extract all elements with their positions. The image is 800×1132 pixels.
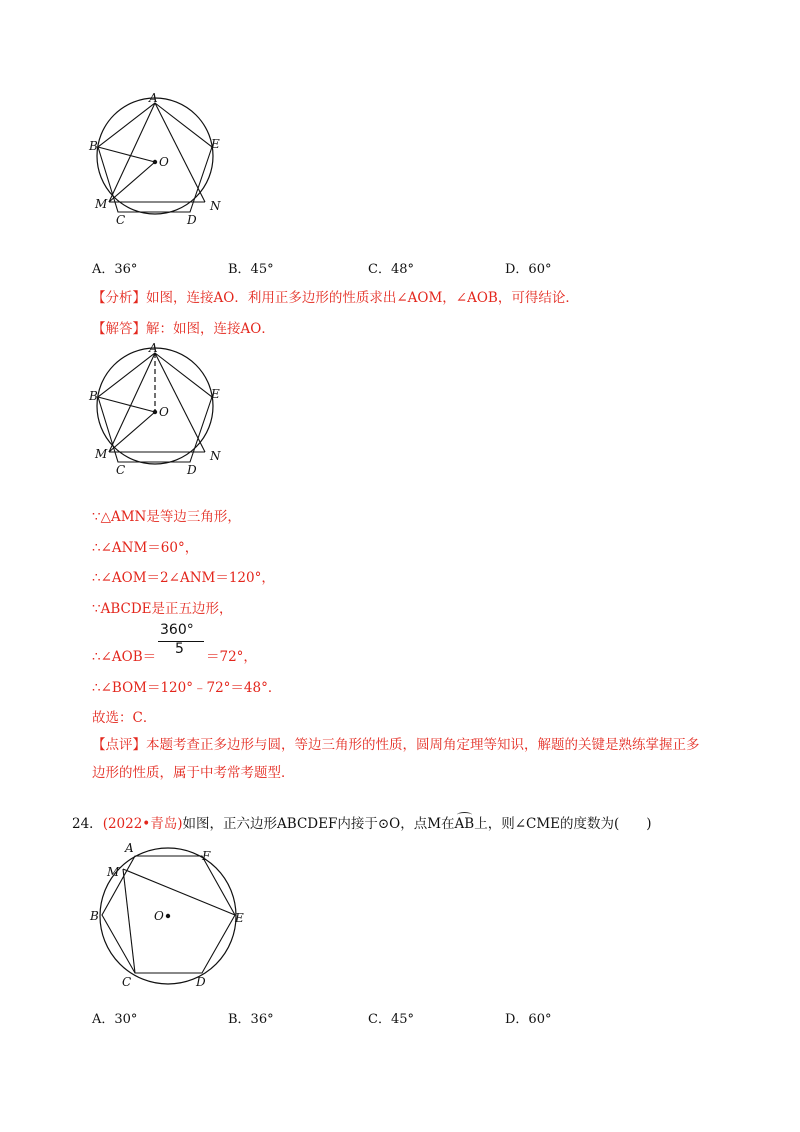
label-N: N	[210, 449, 221, 463]
question-source: (2022•青岛)	[102, 816, 183, 832]
question-number: 24．	[72, 816, 103, 832]
label-N: N	[210, 199, 221, 213]
analysis-text: 如图，连接AO．利用正多边形的性质求出∠AOM，∠AOB，可得结论．	[146, 290, 579, 306]
step-last: ∴∠BOM＝120°﹣72°＝48°．	[92, 680, 282, 696]
answer-line	[92, 317, 275, 337]
option-b: B．36°	[228, 1012, 274, 1027]
figure-pentagon-circle	[85, 90, 235, 230]
label-A: A	[125, 841, 134, 855]
figure-pentagon-solution	[85, 340, 235, 480]
comment-tag: 【点评】	[92, 737, 146, 753]
label-O: O	[159, 155, 169, 169]
fraction-suffix: ＝72°，	[206, 649, 257, 665]
label-A: A	[149, 341, 158, 355]
comment-text: 本题考查正多边形与圆，等边三角形的性质，圆周角定理等知识，解题的关键是熟练掌握正多边形的性质，属于中考常考题型．	[92, 737, 700, 781]
option-d: D．60°	[505, 262, 552, 277]
step-1: ∵△AMN是等边三角形，	[92, 509, 241, 525]
analysis-line	[92, 286, 579, 306]
step-2: ∴∠ANM＝60°，	[92, 540, 199, 556]
label-E: E	[211, 387, 220, 401]
question-24	[72, 812, 652, 832]
label-D: D	[187, 213, 197, 227]
label-B: B	[89, 139, 98, 153]
label-M: M	[107, 865, 120, 879]
step-4: ∵ABCDE是正五边形，	[92, 601, 233, 617]
label-B: B	[90, 909, 99, 923]
answer-tag: 【解答】	[92, 321, 146, 337]
label-F: F	[202, 849, 211, 863]
label-D: D	[196, 975, 206, 988]
label-O: O	[159, 405, 169, 419]
fraction-denominator: 5	[175, 641, 184, 657]
arc-ab: AB	[454, 816, 475, 832]
label-C: C	[116, 213, 126, 227]
analysis-tag: 【分析】	[92, 290, 146, 306]
question-text-a: 如图，正六边形ABCDEF内接于⊙O，点M在	[182, 816, 455, 832]
label-O: O	[154, 909, 164, 923]
option-c: C．48°	[368, 262, 414, 277]
fraction-prefix: ∴∠AOB＝	[92, 649, 157, 665]
label-A: A	[149, 91, 158, 105]
option-c: C．45°	[368, 1012, 414, 1027]
comment-paragraph	[92, 731, 707, 787]
question-text-b: 上，则∠CME的度数为( )	[474, 816, 652, 832]
choice: 故选：C．	[92, 710, 157, 726]
option-d: D．60°	[505, 1012, 552, 1027]
fraction-numerator: 360°	[160, 622, 194, 638]
figure-hexagon-circle	[85, 838, 260, 988]
label-C: C	[122, 975, 132, 988]
label-M: M	[95, 197, 108, 211]
label-E: E	[235, 911, 244, 925]
answer-text: 解：如图，连接AO．	[146, 321, 275, 337]
option-a: A．36°	[92, 262, 138, 277]
label-E: E	[211, 137, 220, 151]
label-M: M	[95, 447, 108, 461]
label-B: B	[89, 389, 98, 403]
label-D: D	[187, 463, 197, 477]
option-a: A．30°	[92, 1012, 138, 1027]
label-C: C	[116, 463, 126, 477]
step-3: ∴∠AOM＝2∠ANM＝120°，	[92, 570, 275, 586]
option-b: B．45°	[228, 262, 274, 277]
